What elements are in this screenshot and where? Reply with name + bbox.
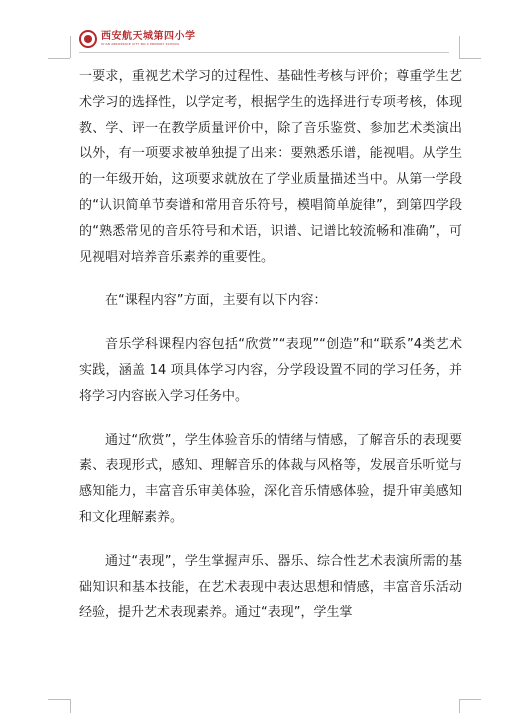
crop-mark-bottom-right (459, 699, 460, 713)
school-logo-icon (79, 30, 97, 48)
school-name-en: XI'AN AEROSPACE CITY NO.4 PRIMARY SCHOOL (101, 42, 180, 46)
school-name: 西安航天城第四小学 (101, 31, 196, 42)
school-header (79, 29, 196, 49)
school-logo-text (101, 32, 196, 46)
crop-mark-bottom-left (48, 699, 70, 700)
paragraph-performance: 通过“表现”，学生掌握声乐、器乐、综合性艺术表演所需的基础知识和基本技能，在艺术表现中表达思想和情感，丰富音乐活动经验，提升艺术表现素养。通过“表现”，学生掌 (79, 553, 462, 621)
crop-mark-top-right (459, 58, 481, 59)
paragraph-course-content-intro: 在“课程内容”方面，主要有以下内容： (105, 293, 327, 309)
crop-mark-top-left (48, 58, 70, 59)
paragraph-evaluation: 一要求，重视艺术学习的过程性、基础性考核与评价；尊重学生艺术学习的选择性，以学定考，根据学生的选择进行专项考核，体现教、学、评一在教学质量评价中，除了音乐鉴赏、参加艺术类演出以外，有一项要求被单独提了出来：要熟悉乐谱，能视唱。从学生的一年级开始，这项要求就放在了学业质量描述当中。从第一学段的“认识简单节奏谱和常用音乐符号，模唱简单旋律”，到第四学段的“熟悉常见的音乐符号和术语，识谱、记谱比较流畅和准确”，可见视唱对培养音乐素养的重要性。 (79, 69, 462, 265)
crop-mark-bottom-left (70, 699, 71, 713)
crop-mark-top-right (459, 36, 460, 58)
header-divider (79, 52, 449, 53)
crop-mark-top-left (70, 36, 71, 58)
paragraph-appreciation: 通过“欣赏”，学生体验音乐的情绪与情感，了解音乐的表现要素、表现形式，感知、理解音乐的体裁与风格等，发展音乐听觉与感知能力，丰富音乐审美体验，深化音乐情感体验，提升审美感知和文化理解素养。 (79, 432, 462, 525)
document-body (79, 64, 462, 626)
paragraph-course-content: 音乐学科课程内容包括“欣赏”“表现”“创造”和“联系”4类艺术实践，涵盖 14 项具体学习内容，分学段设置不同的学习任务，并将学习内容嵌入学习任务中。 (79, 337, 462, 404)
crop-mark-bottom-right (459, 699, 481, 700)
